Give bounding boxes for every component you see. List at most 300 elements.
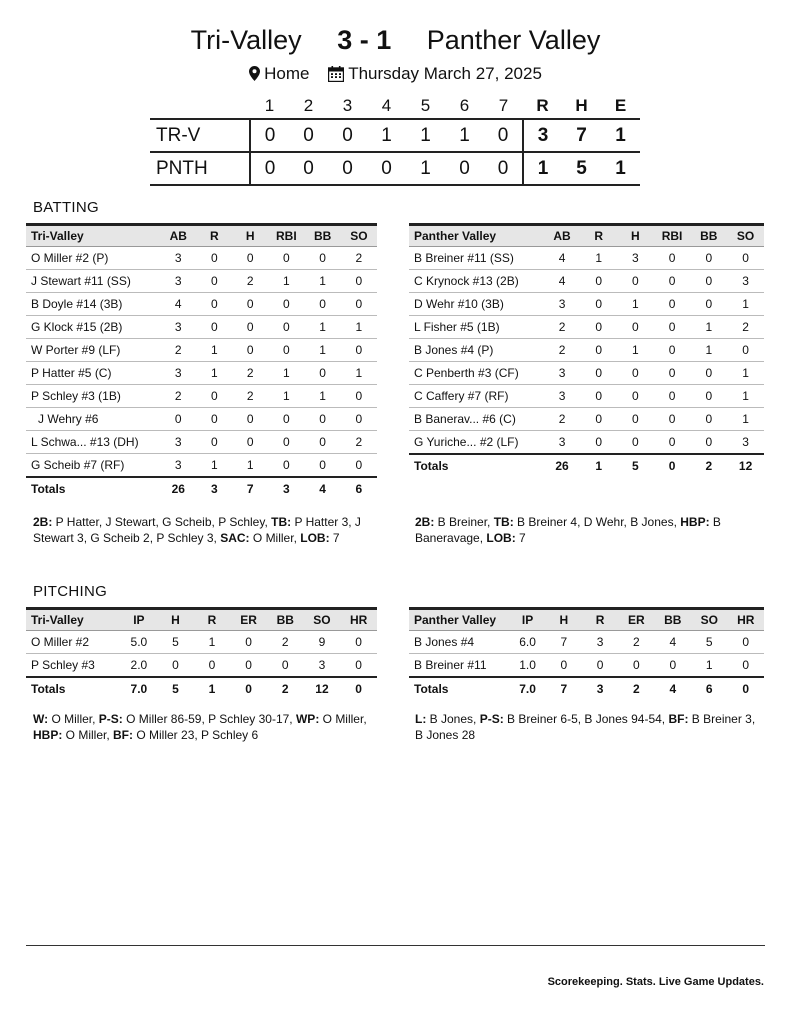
stat-cell: 0 — [230, 654, 267, 678]
player-row — [26, 316, 377, 339]
stat-cell: 0 — [654, 270, 691, 293]
totals-cell: 5 — [617, 454, 654, 477]
stat-cell: 0 — [580, 270, 617, 293]
stat-cell: 0 — [654, 339, 691, 362]
linescore-header-2: 2 — [303, 96, 314, 115]
note-label: HBP: — [680, 515, 710, 529]
totals-row — [409, 677, 764, 700]
stats-header-team: Tri-Valley — [26, 609, 121, 631]
stats-header-h: H — [232, 225, 268, 247]
totals-cell: 4 — [305, 477, 341, 500]
stat-cell: 0 — [196, 431, 232, 454]
away-pitching-notes — [33, 711, 378, 743]
note-label: WP: — [295, 712, 320, 726]
stat-cell: 1.0 — [509, 654, 545, 678]
totals-cell: 0 — [340, 677, 377, 700]
stat-cell: 0 — [654, 431, 691, 455]
stat-cell: 3 — [160, 362, 196, 385]
stats-header-ab: AB — [160, 225, 196, 247]
totals-cell: 0 — [230, 677, 267, 700]
stat-cell: 0 — [305, 247, 341, 270]
note-text: B Breiner 4, D Wehr, B Jones, — [513, 515, 681, 529]
player-row — [26, 247, 377, 270]
inning-score: 0 — [289, 152, 328, 185]
stat-cell: 5.0 — [121, 631, 158, 654]
stat-cell: 0 — [268, 293, 304, 316]
batting-section-title: BATTING — [33, 199, 99, 216]
stat-cell: 0 — [727, 247, 764, 270]
stat-cell: 0 — [617, 362, 654, 385]
stat-cell: 0 — [580, 362, 617, 385]
stat-cell: 2 — [618, 631, 654, 654]
stat-cell: 0 — [341, 339, 377, 362]
linescore-team-abbr: PNTH — [150, 152, 250, 185]
stats-header-rbi: RBI — [654, 225, 691, 247]
totals-cell: 3 — [196, 477, 232, 500]
stat-cell: 0 — [267, 654, 304, 678]
note-text: P Hatter 3, J Stewart 3, G Scheib 2, P Schley 3, — [33, 515, 361, 545]
totals-cell: 6 — [341, 477, 377, 500]
stat-cell: 0 — [230, 631, 267, 654]
stats-header-ip: IP — [509, 609, 545, 631]
stat-cell: 0 — [690, 431, 727, 455]
player-name: B Doyle #14 (3B) — [26, 293, 160, 316]
stat-cell: 0 — [617, 316, 654, 339]
inning-score: 0 — [289, 119, 328, 152]
stat-cell: 0 — [341, 385, 377, 408]
stat-cell: 0 — [654, 293, 691, 316]
stat-cell: 0 — [618, 654, 654, 678]
note-label: HBP: — [33, 728, 63, 742]
stat-cell: 4 — [160, 293, 196, 316]
pitching-section-title: PITCHING — [33, 583, 108, 600]
stat-cell: 3 — [160, 431, 196, 454]
stats-header-r: R — [194, 609, 231, 631]
note-text: O Miller, — [48, 712, 99, 726]
stat-cell: 2 — [727, 316, 764, 339]
stat-cell: 3 — [544, 431, 581, 455]
note-text: O Miller, — [62, 728, 114, 742]
note-label: 2B: — [415, 515, 435, 529]
stat-cell: 0 — [305, 362, 341, 385]
stats-header-so: SO — [341, 225, 377, 247]
totals-cell: 7 — [546, 677, 582, 700]
stats-header-bb: BB — [267, 609, 304, 631]
player-row — [409, 431, 764, 455]
stat-cell: 3 — [304, 654, 341, 678]
errors-total: 1 — [601, 119, 640, 152]
stats-header-ab: AB — [544, 225, 581, 247]
stat-cell: 5 — [691, 631, 727, 654]
totals-row — [409, 454, 764, 477]
stat-cell: 0 — [341, 293, 377, 316]
stat-cell: 0 — [196, 316, 232, 339]
stat-cell: 0 — [690, 270, 727, 293]
stat-cell: 0 — [232, 431, 268, 454]
player-row — [409, 247, 764, 270]
stat-cell: 1 — [196, 454, 232, 478]
totals-cell: 6 — [691, 677, 727, 700]
away-team-name: Tri-Valley — [190, 25, 302, 55]
stat-cell: 0 — [727, 339, 764, 362]
stat-cell: 1 — [232, 454, 268, 478]
stat-cell: 4 — [655, 631, 691, 654]
stat-cell: 0 — [690, 293, 727, 316]
stats-header-row — [409, 225, 764, 247]
stat-cell: 0 — [268, 316, 304, 339]
totals-label: Totals — [26, 677, 121, 700]
player-name: O Miller #2 — [26, 631, 121, 654]
stats-header-so: SO — [304, 609, 341, 631]
home-batting-table — [409, 223, 764, 477]
stat-cell: 2 — [267, 631, 304, 654]
stat-cell: 0 — [690, 408, 727, 431]
player-name: B Breiner #11 — [409, 654, 509, 678]
totals-cell: 26 — [160, 477, 196, 500]
linescore-team-abbr: TR-V — [150, 119, 250, 152]
inning-score: 0 — [328, 152, 367, 185]
stat-cell: 2 — [232, 270, 268, 293]
stat-cell: 7 — [546, 631, 582, 654]
stat-cell: 1 — [305, 339, 341, 362]
stats-header-h: H — [617, 225, 654, 247]
note-label: SAC: — [220, 531, 250, 545]
stats-header-so: SO — [727, 225, 764, 247]
inning-score: 0 — [250, 152, 289, 185]
player-name: G Scheib #7 (RF) — [26, 454, 160, 478]
footer-divider — [26, 945, 765, 946]
stats-header-h: H — [157, 609, 194, 631]
linescore-header-6: 6 — [459, 96, 470, 115]
stat-cell: 0 — [160, 408, 196, 431]
note-text: 7 — [515, 531, 526, 545]
player-row — [26, 339, 377, 362]
game-meta — [0, 62, 791, 85]
player-name: L Fisher #5 (1B) — [409, 316, 544, 339]
stats-header-bb: BB — [305, 225, 341, 247]
note-label: BF: — [113, 728, 134, 742]
stat-cell: 0 — [305, 454, 341, 478]
player-row — [26, 385, 377, 408]
player-row — [409, 339, 764, 362]
stat-cell: 1 — [305, 316, 341, 339]
linescore-header-row — [150, 94, 640, 119]
stat-cell: 2 — [544, 339, 581, 362]
stat-cell: 6.0 — [509, 631, 545, 654]
totals-cell: 2 — [618, 677, 654, 700]
stat-cell: 2 — [544, 408, 581, 431]
stat-cell: 3 — [160, 316, 196, 339]
note-label: P-S: — [98, 712, 123, 726]
stat-cell: 1 — [690, 316, 727, 339]
stat-cell: 0 — [341, 408, 377, 431]
stat-cell: 4 — [544, 247, 581, 270]
note-label: LOB: — [486, 531, 516, 545]
player-name: B Jones #4 (P) — [409, 339, 544, 362]
stat-cell: 0 — [305, 293, 341, 316]
score-line — [0, 22, 791, 58]
note-label: L: — [415, 712, 427, 726]
linescore-header-5: 5 — [420, 96, 431, 115]
stat-cell: 0 — [654, 385, 691, 408]
stat-cell: 0 — [232, 408, 268, 431]
stat-cell: 0 — [728, 654, 765, 678]
stat-cell: 9 — [304, 631, 341, 654]
totals-cell: 3 — [268, 477, 304, 500]
stat-cell: 0 — [617, 385, 654, 408]
totals-cell: 1 — [194, 677, 231, 700]
player-name: J Stewart #11 (SS) — [26, 270, 160, 293]
totals-cell: 2 — [690, 454, 727, 477]
player-name: J Wehry #6 — [26, 408, 160, 431]
player-name: B Jones #4 — [409, 631, 509, 654]
player-row — [26, 631, 377, 654]
stats-header-bb: BB — [690, 225, 727, 247]
note-text: B Jones, — [426, 712, 480, 726]
stat-cell: 3 — [544, 362, 581, 385]
stats-header-r: R — [582, 609, 618, 631]
stat-cell: 0 — [196, 385, 232, 408]
note-label: TB: — [271, 515, 292, 529]
stat-cell: 2 — [544, 316, 581, 339]
linescore-header-3: 3 — [342, 96, 353, 115]
home-team-name: Panther Valley — [426, 25, 601, 55]
stat-cell: 2 — [341, 431, 377, 454]
stats-header-team: Panther Valley — [409, 609, 509, 631]
stats-header-r: R — [580, 225, 617, 247]
linescore-header-e: E — [614, 96, 627, 115]
runs-total: 1 — [523, 152, 562, 185]
stat-cell: 0 — [654, 408, 691, 431]
errors-total: 1 — [601, 152, 640, 185]
stat-cell: 1 — [617, 339, 654, 362]
stat-cell: 0 — [580, 385, 617, 408]
player-name: G Yuriche... #2 (LF) — [409, 431, 544, 455]
player-row — [409, 408, 764, 431]
linescore-row — [150, 119, 640, 152]
stat-cell: 1 — [196, 339, 232, 362]
inning-score: 0 — [445, 152, 484, 185]
stat-cell: 0 — [728, 631, 765, 654]
stat-cell: 2 — [232, 385, 268, 408]
stat-cell: 0 — [580, 293, 617, 316]
player-name: C Krynock #13 (2B) — [409, 270, 544, 293]
player-name: B Banerav... #6 (C) — [409, 408, 544, 431]
stats-header-rbi: RBI — [268, 225, 304, 247]
inning-score: 1 — [406, 119, 445, 152]
stat-cell: 3 — [160, 454, 196, 478]
player-row — [409, 316, 764, 339]
runs-total: 3 — [523, 119, 562, 152]
totals-cell: 12 — [727, 454, 764, 477]
note-label: W: — [33, 712, 49, 726]
player-name: P Schley #3 (1B) — [26, 385, 160, 408]
stat-cell: 0 — [341, 270, 377, 293]
stats-header-row — [26, 609, 377, 631]
home-pitching-table — [409, 607, 764, 700]
note-text: P Hatter, J Stewart, G Scheib, P Schley, — [52, 515, 272, 529]
totals-cell: 3 — [582, 677, 618, 700]
note-text: O Miller 86-59, P Schley 30-17, — [122, 712, 296, 726]
stats-header-row — [26, 225, 377, 247]
stat-cell: 0 — [196, 270, 232, 293]
stat-cell: 2 — [160, 385, 196, 408]
note-label: P-S: — [479, 712, 504, 726]
player-row — [409, 293, 764, 316]
player-name: G Klock #15 (2B) — [26, 316, 160, 339]
note-text: O Miller 23, P Schley 6 — [133, 728, 259, 742]
game-date: Thursday March 27, 2025 — [348, 63, 542, 83]
player-row — [26, 431, 377, 454]
stat-cell: 3 — [727, 431, 764, 455]
totals-cell: 1 — [580, 454, 617, 477]
stat-cell: 0 — [580, 408, 617, 431]
stat-cell: 0 — [157, 654, 194, 678]
totals-cell: 7 — [232, 477, 268, 500]
totals-label: Totals — [26, 477, 160, 500]
stat-cell: 2 — [160, 339, 196, 362]
stat-cell: 2 — [232, 362, 268, 385]
stats-header-h: H — [546, 609, 582, 631]
linescore-row — [150, 152, 640, 185]
inning-score: 0 — [250, 119, 289, 152]
stat-cell: 1 — [341, 316, 377, 339]
totals-cell: 0 — [654, 454, 691, 477]
stat-cell: 3 — [582, 631, 618, 654]
note-label: 2B: — [33, 515, 53, 529]
stat-cell: 1 — [196, 362, 232, 385]
game-header — [0, 22, 791, 85]
note-text: B Breiner, — [434, 515, 494, 529]
calendar-icon — [328, 66, 344, 82]
stats-header-hr: HR — [340, 609, 377, 631]
note-label: BF: — [668, 712, 689, 726]
stat-cell: 0 — [690, 247, 727, 270]
totals-cell: 0 — [728, 677, 765, 700]
player-name: W Porter #9 (LF) — [26, 339, 160, 362]
stat-cell: 0 — [232, 339, 268, 362]
totals-cell: 4 — [655, 677, 691, 700]
stat-cell: 1 — [727, 362, 764, 385]
stat-cell: 3 — [544, 293, 581, 316]
stat-cell: 0 — [232, 247, 268, 270]
inning-score: 1 — [406, 152, 445, 185]
stat-cell: 3 — [544, 385, 581, 408]
stat-cell: 0 — [232, 293, 268, 316]
player-name: L Schwa... #13 (DH) — [26, 431, 160, 454]
stat-cell: 0 — [617, 431, 654, 455]
stat-cell: 1 — [690, 339, 727, 362]
stat-cell: 0 — [268, 454, 304, 478]
note-text: B Baneravage, — [415, 515, 721, 545]
inning-score: 0 — [484, 119, 523, 152]
final-score: 3 - 1 — [337, 25, 392, 55]
linescore-header-team — [150, 94, 250, 119]
away-batting-notes — [33, 514, 373, 546]
stat-cell: 5 — [157, 631, 194, 654]
totals-label: Totals — [409, 677, 509, 700]
linescore-header-r: R — [536, 96, 549, 115]
note-text: B Breiner 6-5, B Jones 94-54, — [503, 712, 669, 726]
stat-cell: 1 — [727, 293, 764, 316]
stat-cell: 0 — [580, 431, 617, 455]
stat-cell: 1 — [727, 385, 764, 408]
stat-cell: 2.0 — [121, 654, 158, 678]
stats-header-row — [409, 609, 764, 631]
player-row — [409, 631, 764, 654]
linescore-header-7: 7 — [498, 96, 509, 115]
stat-cell: 0 — [582, 654, 618, 678]
map-pin-icon — [249, 66, 260, 81]
footer-tagline: Scorekeeping. Stats. Live Game Updates. — [547, 976, 764, 988]
player-row — [26, 408, 377, 431]
stat-cell: 1 — [691, 654, 727, 678]
stat-cell: 0 — [196, 293, 232, 316]
note-label: LOB: — [300, 531, 330, 545]
stat-cell: 1 — [268, 270, 304, 293]
totals-cell: 7.0 — [509, 677, 545, 700]
stats-header-team: Tri-Valley — [26, 225, 160, 247]
totals-cell: 2 — [267, 677, 304, 700]
stat-cell: 0 — [617, 270, 654, 293]
note-text: B Breiner 3, B Jones 28 — [415, 712, 756, 742]
stat-cell: 0 — [654, 247, 691, 270]
away-batting-table — [26, 223, 377, 500]
away-pitching-table — [26, 607, 377, 700]
player-name: O Miller #2 (P) — [26, 247, 160, 270]
stat-cell: 1 — [194, 631, 231, 654]
linescore-header-1: 1 — [264, 96, 275, 115]
stat-cell: 0 — [690, 385, 727, 408]
hits-total: 7 — [562, 119, 601, 152]
player-row — [26, 362, 377, 385]
linescore-table — [150, 94, 640, 186]
note-text: 7 — [329, 531, 340, 545]
stat-cell: 1 — [305, 385, 341, 408]
note-text: O Miller, — [319, 712, 367, 726]
player-row — [409, 362, 764, 385]
home-batting-notes — [415, 514, 765, 546]
player-name: C Caffery #7 (RF) — [409, 385, 544, 408]
stats-header-team: Panther Valley — [409, 225, 544, 247]
player-name: C Penberth #3 (CF) — [409, 362, 544, 385]
stat-cell: 0 — [268, 408, 304, 431]
linescore-header-4: 4 — [381, 96, 392, 115]
inning-score: 1 — [367, 119, 406, 152]
stat-cell: 0 — [340, 631, 377, 654]
player-row — [26, 454, 377, 478]
stat-cell: 0 — [268, 339, 304, 362]
player-name: D Wehr #10 (3B) — [409, 293, 544, 316]
player-row — [409, 270, 764, 293]
stat-cell: 3 — [617, 247, 654, 270]
totals-cell: 7.0 — [121, 677, 158, 700]
inning-score: 0 — [367, 152, 406, 185]
stat-cell: 0 — [196, 247, 232, 270]
stats-header-bb: BB — [655, 609, 691, 631]
player-row — [26, 293, 377, 316]
linescore-header-h: H — [575, 96, 588, 115]
player-row — [409, 385, 764, 408]
inning-score: 0 — [484, 152, 523, 185]
note-label: TB: — [493, 515, 514, 529]
totals-cell: 12 — [304, 677, 341, 700]
stat-cell: 0 — [305, 431, 341, 454]
stats-header-ip: IP — [121, 609, 158, 631]
stat-cell: 0 — [341, 454, 377, 478]
hits-total: 5 — [562, 152, 601, 185]
stat-cell: 0 — [268, 431, 304, 454]
